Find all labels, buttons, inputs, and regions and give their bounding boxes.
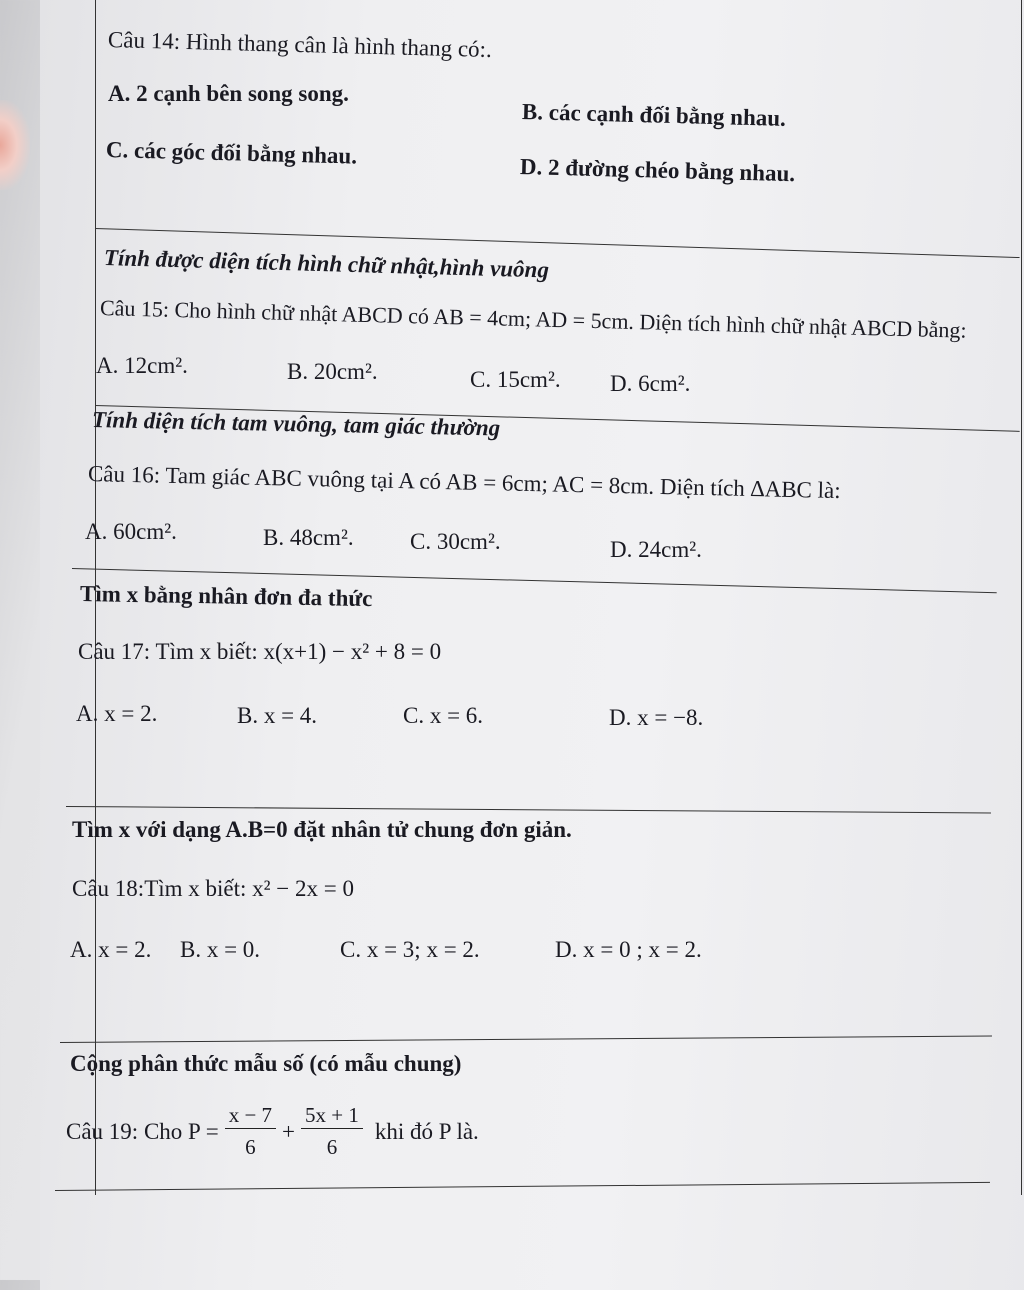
section-heading: Tính diện tích tam vuông, tam giác thường [91,407,501,441]
fraction-1 [225,1105,276,1158]
fraction-1-denominator: 6 [245,1135,256,1159]
fraction-2 [301,1105,363,1158]
q19-prefix: Câu 19: Cho P = [66,1119,219,1144]
q17-option-b: B. x = 4. [237,703,318,728]
fraction-2-numerator: 5x + 1 [301,1105,363,1129]
q15-question: Câu 15: Cho hình chữ nhật ABCD có AB = 4cm; AD = 5cm. Diện tích hình chữ nhật ABCD bằng: [99,295,967,343]
q14-option-b: B. các cạnh đối bằng nhau. [521,99,787,131]
q14-question: Câu 14: Hình thang cân là hình thang có:. [107,27,493,63]
fraction-2-denominator: 6 [326,1135,338,1159]
section-heading: Tính được diện tích hình chữ nhật,hình vuông [103,245,550,283]
q15-option-c: C. 15cm². [470,367,561,392]
q16-question: Câu 16: Tam giác ABC vuông tại A có AB = 6cm; AC = 8cm. Diện tích ∆ABC là: [87,461,841,504]
q16-option-a: A. 60cm². [85,519,177,544]
section-heading: Tìm x với dạng A.B=0 đặt nhân tử chung đơn giản. [72,817,572,842]
q16-option-b: B. 48cm². [263,525,354,550]
q14-option-a: A. 2 cạnh bên song song. [108,81,349,106]
q14-option-c: C. các góc đối bằng nhau. [105,137,358,169]
q18-option-a: A. x = 2. [70,937,152,962]
q17-option-d: D. x = −8. [609,705,704,730]
q18-option-d: D. x = 0 ; x = 2. [555,937,702,962]
q17-question: Câu 17: Tìm x biết: x(x+1) − x² + 8 = 0 [78,639,442,664]
plus-sign: + [282,1119,296,1144]
q18-question: Câu 18:Tìm x biết: x² − 2x = 0 [72,876,354,901]
fraction-1-numerator: x − 7 [225,1105,276,1129]
q18-option-c: C. x = 3; x = 2. [340,937,480,962]
q15-option-a: A. 12cm². [96,353,188,378]
q16-option-d: D. 24cm². [610,537,702,562]
q17-option-a: A. x = 2. [76,701,158,726]
section-heading: Cộng phân thức mẫu số (có mẫu chung) [70,1051,462,1076]
q19-question [66,1105,479,1158]
q17-option-c: C. x = 6. [403,703,484,728]
q14-option-d: D. 2 đường chéo bằng nhau. [519,154,796,187]
q15-option-d: D. 6cm². [610,371,691,396]
q19-suffix: khi đó P là. [374,1119,479,1144]
q15-option-b: B. 20cm². [287,359,378,384]
q16-option-c: C. 30cm². [410,529,501,554]
finger-shadow [0,100,30,190]
section-heading: Tìm x bằng nhân đơn đa thức [79,581,373,612]
q18-option-b: B. x = 0. [180,937,261,962]
